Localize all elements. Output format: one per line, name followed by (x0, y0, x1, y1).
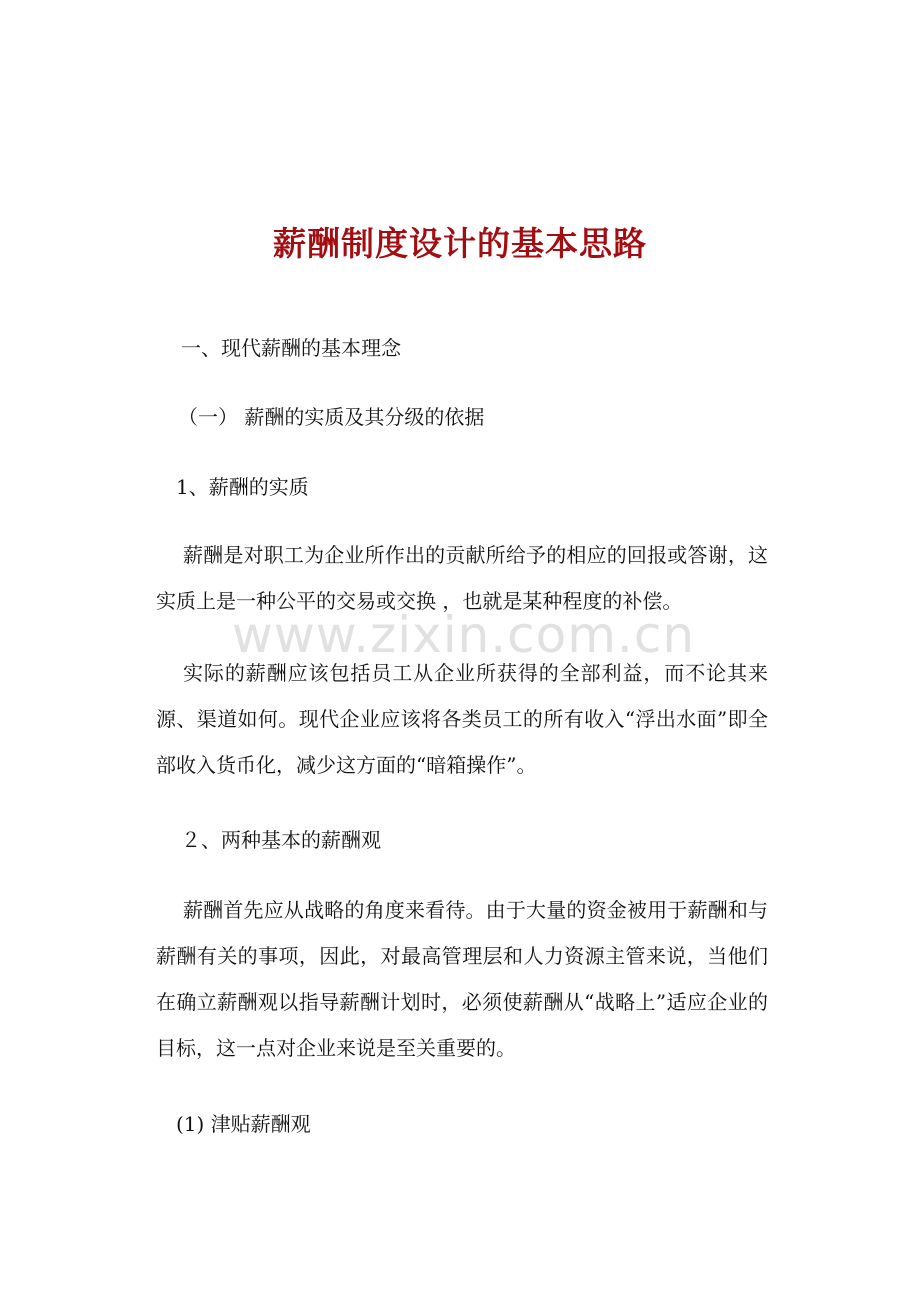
item-heading-2: ２、两种基本的薪酬观 (181, 828, 381, 852)
section-heading: 一、现代薪酬的基本理念 (181, 336, 401, 360)
paragraph-1: 薪酬是对职工为企业所作出的贡献所给予的相应的回报或答谢，这实质上是一种公平的交易或交换 ，也就是某种程度的补偿。 (156, 543, 768, 613)
watermark: www.zixin.com.cn (232, 606, 696, 664)
paragraph-3: 薪酬首先应从战略的角度来看待。由于大量的资金被用于薪酬和与薪酬有关的事项，因此，对最高管理层和人力资源主管来说，当他们在确立薪酬观以指导薪酬计划时，必须使薪酬从“战略上”适应企业的目标，这一点对企业来说是至关重要的。 (156, 898, 768, 1060)
subsection-heading: （一） 薪酬的实质及其分级的依据 (178, 405, 485, 429)
item-heading-3: (1) 津贴薪酬观 (176, 1112, 311, 1136)
paragraph-2: 实际的薪酬应该包括员工从企业所获得的全部利益，而不论其来源、渠道如何。现代企业应该将各类员工的所有收入“浮出水面”即全部收入货币化，减少这方面的“暗箱操作”。 (156, 661, 768, 777)
item-heading-1: 1、薪酬的实质 (176, 475, 309, 499)
document-title: 薪酬制度设计的基本思路 (273, 224, 647, 263)
